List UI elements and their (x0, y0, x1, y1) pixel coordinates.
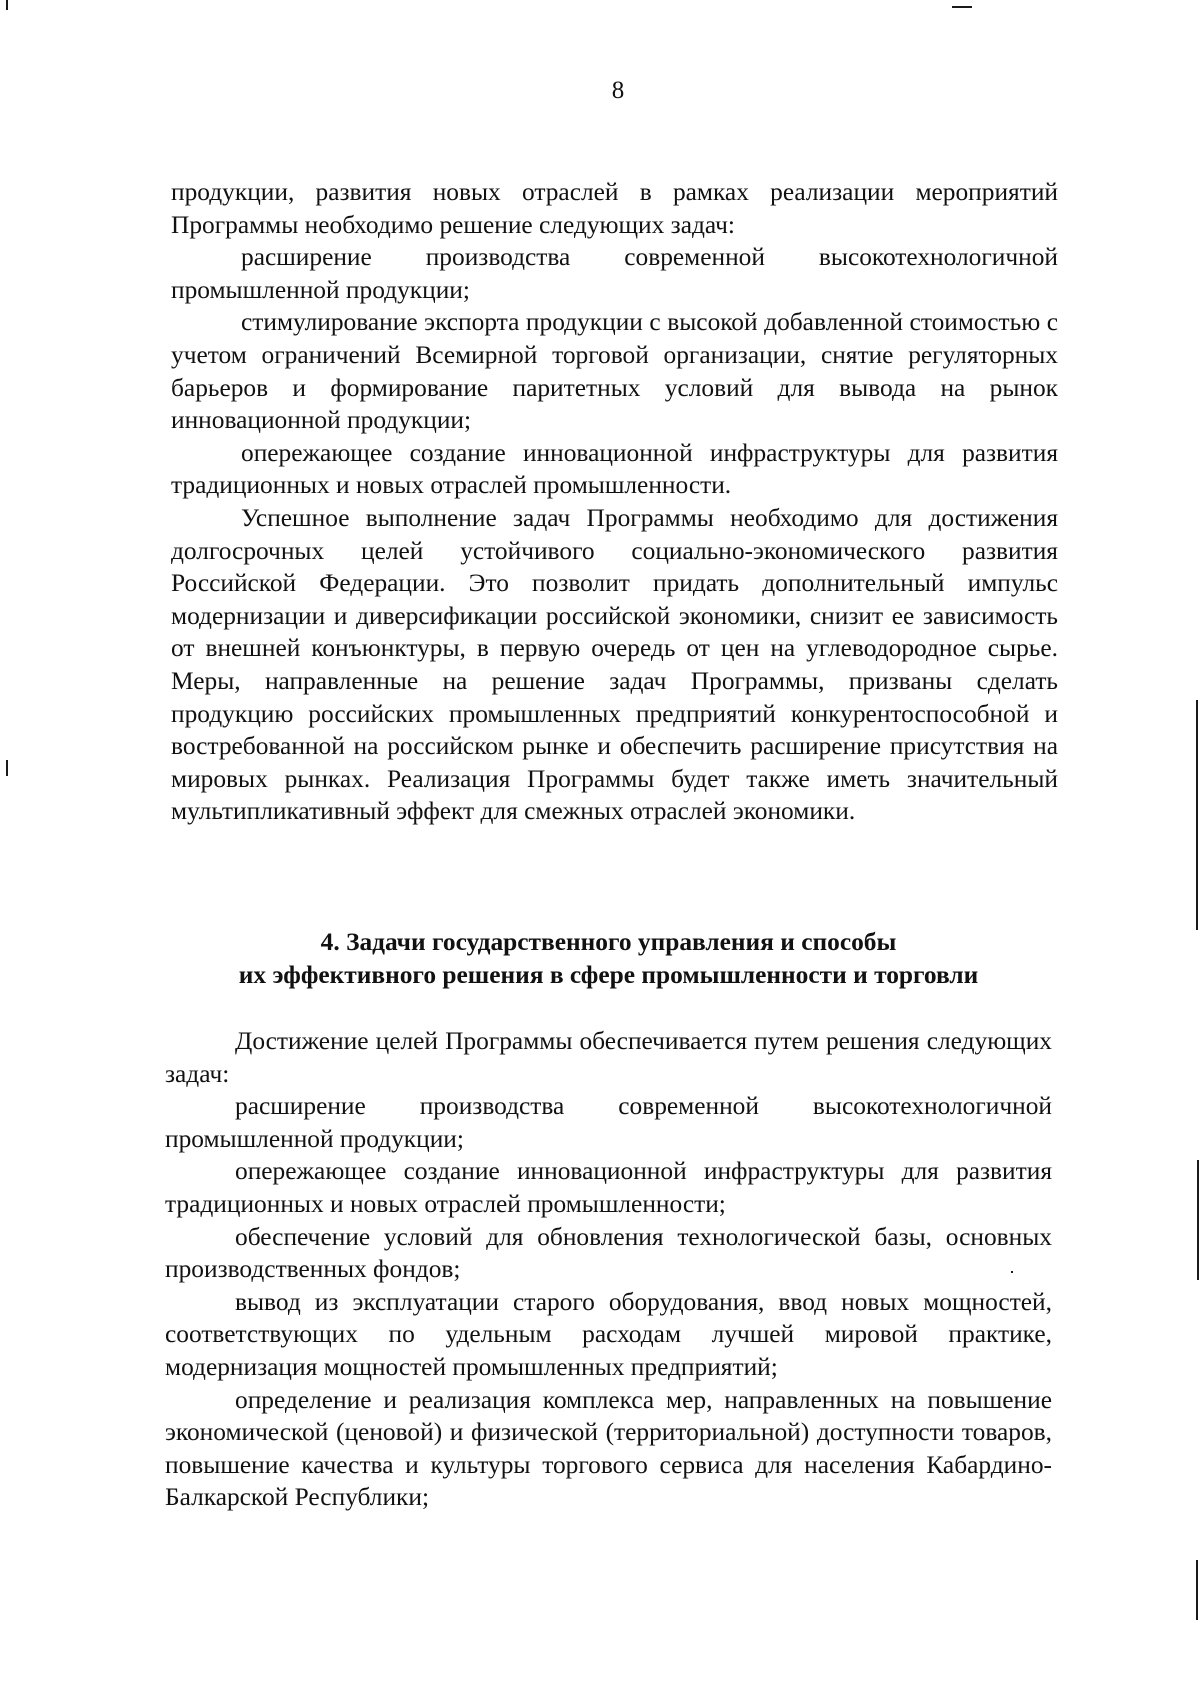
section-heading-line: 4. Задачи государственного управления и способы (320, 928, 897, 956)
scan-artifact-edge (1196, 700, 1198, 930)
paragraph: Успешное выполнение задач Программы необходимо для достижения долгосрочных целей устойчивого социально-экономического развития Российской Федерации. Это позволит придать дополнительный импульс модернизации и диверсификации российской экономики, снизит ее зависимость от внешней конъюнктуры, в первую очередь от цен на углеводородное сырье. Меры, направленные на решение задач Программы, призваны сделать продукцию российских промышленных предприятий конкурентоспособной и востребованной на российском рынке и обеспечить расширение присутствия на мировых рынках. Реализация Программы будет также иметь значительный мультипликативный эффект для смежных отраслей экономики. (171, 503, 1058, 826)
paragraph: Достижение целей Программы обеспечивается путем решения следующих задач: (165, 1027, 1052, 1088)
section-heading-line: их эффективного решения в сфере промышленности и торговли (238, 960, 979, 989)
scan-artifact-mark (6, 0, 8, 10)
paragraph: вывод из эксплуатации старого оборудования, ввод новых мощностей, соответствующих по удельным расходам лучшей мировой практике, модернизация мощностей промышленных предприятий; (165, 1287, 1052, 1381)
paragraph-continuation: продукции, развития новых отраслей в рамках реализации мероприятий Программы необходимо решение следующих задач: (171, 178, 1058, 239)
scan-artifact-edge (1197, 1160, 1199, 1280)
paragraph: опережающее создание инновационной инфраструктуры для развития традиционных и новых отраслей промышленности; (165, 1157, 1052, 1218)
paragraph: расширение производства современной высокотехнологичной промышленной продукции; (165, 1092, 1052, 1153)
section-heading (165, 926, 1052, 991)
paragraph: обеспечение условий для обновления технологической базы, основных производственных фондов; (165, 1222, 1052, 1284)
scan-artifact-dash (952, 6, 972, 8)
paragraph: определение и реализация комплекса мер, направленных на повышение экономической (ценовой) и физической (территориальной) доступности товаров, повышение качества и культуры торгового сервиса для населения Кабардино-Балкарской Республики; (165, 1385, 1052, 1512)
paragraph: опережающее создание инновационной инфраструктуры для развития традиционных и новых отраслей промышленности. (171, 438, 1058, 500)
paragraph: стимулирование экспорта продукции с высокой добавленной стоимостью с учетом ограничений Всемирной торговой организации, снятие регуляторных барьеров и формирование паритетных условий для вывода на рынок инновационной продукции; (171, 308, 1058, 435)
body-text-upper (171, 176, 1058, 828)
scan-artifact-edge (1196, 1560, 1198, 1620)
body-text-lower (165, 1025, 1052, 1514)
page-number: 8 (611, 77, 625, 104)
scan-artifact-mark (6, 760, 8, 776)
paragraph: расширение производства современной высокотехнологичной промышленной продукции; (171, 243, 1058, 304)
